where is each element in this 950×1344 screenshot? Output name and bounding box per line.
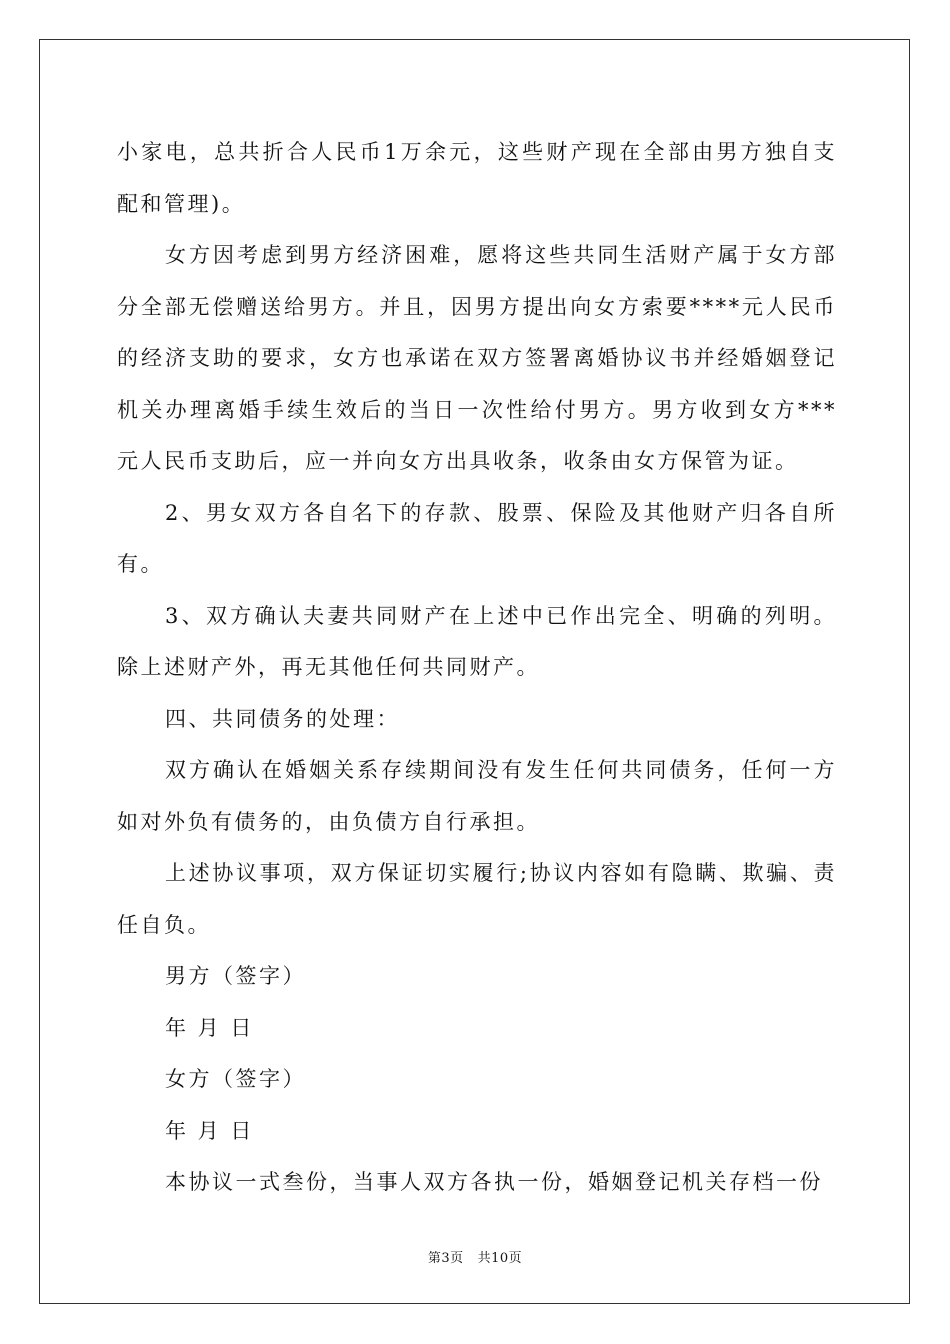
page-footer	[0, 1247, 950, 1266]
signature-female: 女方（签字）	[165, 1067, 306, 1091]
paragraph-debts: 双方确认在婚姻关系存续期间没有发生任何共同债务，任何一方如对外负有债务的，由负债方自行承担。	[117, 758, 837, 834]
paragraph-copies: 本协议一式叁份，当事人双方各执一份，婚姻登记机关存档一份	[165, 1170, 823, 1194]
page-number: 第3页	[427, 1251, 464, 1266]
paragraph-clause-2: 2、男女双方各自名下的存款、股票、保险及其他财产归各自所有。	[117, 500, 837, 576]
paragraph-property-list-end: 小家电，总共折合人民币1万余元，这些财产现在全部由男方独自支配和管理)。	[117, 140, 837, 216]
page-total: 共10页	[477, 1251, 523, 1266]
document-body	[117, 127, 837, 1209]
section-heading-debts: 四、共同债务的处理：	[165, 706, 400, 731]
paragraph-commitment: 上述协议事项，双方保证切实履行;协议内容如有隐瞒、欺骗、责任自负。	[117, 861, 837, 937]
date-line-male: 年 月 日	[165, 1015, 254, 1040]
signature-male: 男方（签字）	[165, 964, 306, 988]
date-line-female: 年 月 日	[165, 1118, 254, 1143]
paragraph-clause-3: 3、双方确认夫妻共同财产在上述中已作出完全、明确的列明。除上述财产外，再无其他任何共同财产。	[117, 603, 837, 679]
paragraph-gift-and-support: 女方因考虑到男方经济困难，愿将这些共同生活财产属于女方部分全部无偿赠送给男方。并且，因男方提出向女方索要****元人民币的经济支助的要求，女方也承诺在双方签署离婚协议书并经婚姻登记机关办理离婚手续生效后的当日一次性给付男方。男方收到女方***元人民币支助后，应一并向女方出具收条，收条由女方保管为证。	[117, 243, 837, 473]
